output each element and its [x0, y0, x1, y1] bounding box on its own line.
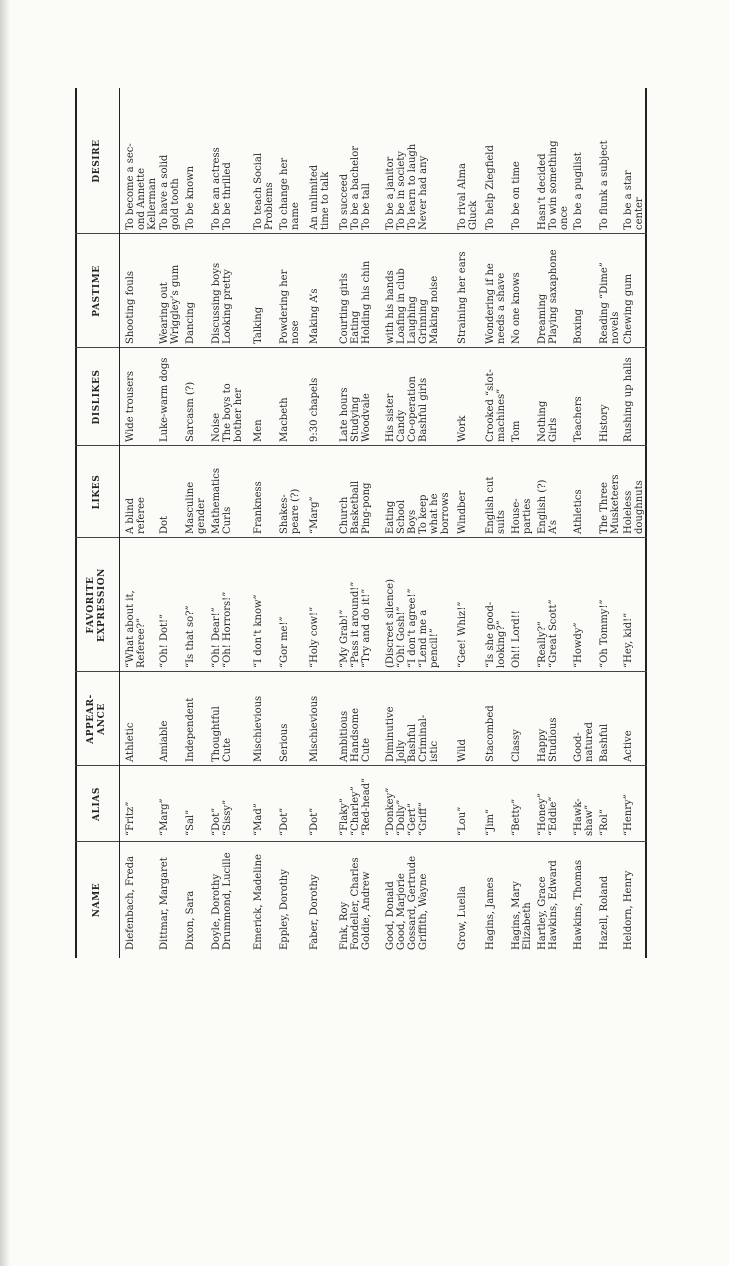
- expression-cell: “Holy cow!”: [309, 606, 320, 668]
- alias-cell: “Dot”: [279, 807, 290, 836]
- expression-cell: (Discreet silence) “Oh! Gosh!” “I don’t agree!” “Lend me a pencil!”: [385, 579, 440, 668]
- name-cell: Diefenbach, Freda: [125, 856, 136, 950]
- alias-cell: “Hawk- shaw”: [573, 798, 595, 836]
- desire-cell: To help Ziegfield: [485, 145, 496, 230]
- likes-cell: English (?) A’s: [537, 479, 559, 534]
- name-cell: Eppley, Dorothy: [279, 869, 290, 950]
- likes-cell: Dot: [159, 515, 170, 534]
- name-cell: Hawkins, Thomas: [573, 859, 584, 950]
- likes-cell: Church Basketball Ping-pong: [339, 480, 372, 534]
- name-cell: Dittmar, Margaret: [159, 857, 170, 950]
- expression-cell: “I don’t know”: [253, 594, 264, 668]
- alias-cell: “Betty”: [511, 798, 522, 836]
- appearance-cell: Bashful: [599, 723, 610, 762]
- dislikes-cell: Sarcasm (?): [185, 381, 196, 442]
- expression-cell: Oh!! Lord!!: [511, 610, 522, 668]
- likes-cell: Masculine gender: [185, 481, 207, 534]
- name-cell: Heldorn, Henry: [623, 870, 634, 950]
- name-cell: Good, Donald Good, Marjorie Gossard, Gertrude Griffith, Wayne: [385, 855, 429, 950]
- name-cell: Hagins, Mary Elizabeth: [511, 881, 533, 950]
- likes-cell: A blind referee: [125, 497, 147, 534]
- alias-cell: “Lou”: [457, 806, 468, 836]
- desire-cell: Hasn’t decided To win something once: [537, 140, 570, 230]
- appearance-cell: Stacombed: [485, 705, 496, 762]
- header-appearance: APPEAR- ANCE: [86, 694, 107, 744]
- likes-cell: Athletics: [573, 489, 584, 534]
- appearance-cell: Classy: [511, 729, 522, 762]
- pastime-cell: Dancing: [185, 301, 196, 344]
- alias-cell: “Marg”: [159, 798, 170, 836]
- dislikes-cell: His sister Candy Co-operation Bashful girls: [385, 376, 429, 442]
- dislikes-cell: Men: [253, 419, 264, 442]
- name-cell: Faber, Dorothy: [309, 874, 320, 950]
- alias-cell: “Honey” “Eddie”: [537, 793, 559, 836]
- pastime-cell: Chewing gum: [623, 273, 634, 344]
- pastime-cell: Powdering her nose: [279, 269, 301, 344]
- desire-cell: To be known: [185, 165, 196, 230]
- dislikes-cell: Work: [457, 415, 468, 442]
- alias-cell: “Dot” “Sissy”: [211, 799, 233, 836]
- pastime-cell: Courting girls Eating Holding his chin: [339, 260, 372, 344]
- alias-cell: “Sal”: [185, 809, 196, 836]
- expression-cell: “Really?” “Great Scott”: [537, 599, 559, 668]
- pastime-cell: No one knows: [511, 272, 522, 344]
- pastime-cell: Dreaming Playing saxaphone: [537, 249, 559, 344]
- appearance-cell: Independent: [185, 697, 196, 762]
- likes-cell: Mathematics Curls: [211, 468, 233, 534]
- alias-cell: “Henry”: [623, 794, 634, 836]
- header-pastime: PASTIME: [91, 265, 102, 317]
- header-likes: LIKES: [91, 474, 102, 510]
- alias-cell: “Flaky” “Charley” “Red-head”: [339, 777, 372, 836]
- yearbook-page: [75, 88, 647, 958]
- dislikes-cell: Crooked “slot- machines”: [485, 369, 507, 442]
- dislikes-cell: History: [599, 404, 610, 442]
- expression-cell: “Is she good- looking?”: [485, 601, 507, 668]
- likes-cell: “Marg”: [309, 496, 320, 534]
- likes-cell: Shakes- peare (?): [279, 488, 301, 534]
- expression-cell: “Hey, kid!”: [623, 612, 634, 668]
- likes-cell: English cut suits: [485, 476, 507, 534]
- column-divider: [75, 445, 647, 446]
- pastime-cell: Reading “Dime” novels: [599, 262, 621, 344]
- pastime-cell: Making A’s: [309, 288, 320, 344]
- alias-cell: “Fritz”: [125, 801, 136, 836]
- appearance-cell: Mischievious: [253, 695, 264, 762]
- header-desire: DESIRE: [91, 139, 102, 183]
- name-cell: Hazell, Roland: [599, 875, 610, 950]
- desire-cell: To be a janitor To be in society To learn to laugh Never had any: [385, 143, 429, 230]
- header-rule: [119, 88, 120, 958]
- header-name: NAME: [91, 882, 102, 918]
- appearance-cell: Serious: [279, 723, 290, 762]
- name-cell: Doyle, Dorothy Drummond, Lucille: [211, 852, 233, 950]
- desire-cell: To teach Social Problems: [253, 152, 275, 230]
- dislikes-cell: 9:30 chapels: [309, 377, 320, 442]
- desire-cell: To rival Alma Gluck: [457, 163, 479, 230]
- header-dislikes: DISLIKES: [91, 369, 102, 425]
- column-divider: [75, 765, 647, 766]
- column-divider: [75, 347, 647, 348]
- name-cell: Fink, Roy Fondeller, Charles Goldie, Andrew: [339, 857, 372, 950]
- page-binding-shadow: [0, 0, 10, 1266]
- expression-cell: “My Grab!” “Pass it around!” “Try and do it!”: [339, 581, 372, 668]
- pastime-cell: Wondering if he needs a shave: [485, 263, 507, 344]
- desire-cell: To flunk a subject: [599, 140, 610, 230]
- dislikes-cell: Wide trousers: [125, 370, 136, 442]
- alias-cell: “Jim”: [485, 808, 496, 836]
- likes-cell: Eating School Boys To keep what he borrows: [385, 492, 451, 534]
- desire-cell: To have a solid gold tooth: [159, 154, 181, 230]
- alias-cell: “Dot”: [309, 807, 320, 836]
- appearance-cell: Happy Studious: [537, 717, 559, 762]
- desire-cell: To be on time: [511, 161, 522, 230]
- desire-cell: To change her name: [279, 157, 301, 230]
- appearance-cell: Amiable: [159, 720, 170, 762]
- dislikes-cell: Macbeth: [279, 397, 290, 442]
- senior-characteristics-table: [75, 88, 647, 958]
- likes-cell: Holeless doughnuts: [623, 480, 645, 534]
- appearance-cell: Mischievious: [309, 695, 320, 762]
- likes-cell: Frankness: [253, 481, 264, 534]
- dislikes-cell: Nothing Girls: [537, 400, 559, 442]
- table-bottom-rule: [645, 88, 647, 958]
- column-divider: [75, 537, 647, 538]
- name-cell: Hagins, James: [485, 877, 496, 950]
- expression-cell: “Howdy”: [573, 622, 584, 668]
- pastime-cell: Shooting fouls: [125, 270, 136, 344]
- expression-cell: “Oh! Dot!”: [159, 613, 170, 668]
- likes-cell: Windber: [457, 490, 468, 534]
- dislikes-cell: Teachers: [573, 396, 584, 442]
- appearance-cell: Ambitious Handsome Cute: [339, 707, 372, 762]
- expression-cell: “Oh! Dear!” “Oh! Horrors!”: [211, 591, 233, 668]
- column-divider: [75, 233, 647, 234]
- expression-cell: “Gee! Whiz!”: [457, 601, 468, 668]
- likes-cell: House- parties: [511, 498, 533, 534]
- name-cell: Hartley, Grace Hawkins, Edward: [537, 860, 559, 950]
- header-alias: ALIAS: [91, 787, 102, 822]
- dislikes-cell: Tom: [511, 420, 522, 442]
- desire-cell: An unlimited time to talk: [309, 164, 331, 230]
- dislikes-cell: Late hours Studying Woodvale: [339, 387, 372, 442]
- dislikes-cell: Noise The boys to bother her: [211, 383, 244, 442]
- alias-cell: “Donkey” “Dolly” “Gert” “Griff”: [385, 787, 429, 836]
- expression-cell: “Gor me!”: [279, 616, 290, 668]
- expression-cell: “Oh Tommy!”: [599, 599, 610, 668]
- alias-cell: “Rol”: [599, 809, 610, 836]
- name-cell: Emerick, Madeline: [253, 854, 264, 950]
- appearance-cell: Athletic: [125, 722, 136, 762]
- dislikes-cell: Rushing up halls: [623, 357, 634, 442]
- desire-cell: To be an actress To be thrilled: [211, 147, 233, 230]
- appearance-cell: Thoughtful Cute: [211, 706, 233, 762]
- appearance-cell: Good- natured: [573, 722, 595, 762]
- pastime-cell: with his hands Loafing in club Laughing Grinning Making noise: [385, 268, 440, 344]
- appearance-cell: Active: [623, 730, 634, 762]
- pastime-cell: Talking: [253, 306, 264, 344]
- dislikes-cell: Luke-warm dogs: [159, 357, 170, 442]
- column-divider: [75, 671, 647, 672]
- alias-cell: “Mad”: [253, 803, 264, 836]
- appearance-cell: Wild: [457, 739, 468, 762]
- desire-cell: To become a sec- ond Annette Kellerman: [125, 143, 158, 230]
- pastime-cell: Straining her ears: [457, 251, 468, 344]
- expression-cell: “What about it, Referee?”: [125, 590, 147, 668]
- appearance-cell: Diminutive Jolly Bashful Criminal- istic: [385, 706, 440, 762]
- desire-cell: To be a star center: [623, 170, 645, 230]
- header-favorite-expression: FAVORITE EXPRESSION: [86, 567, 107, 643]
- likes-cell: The Three Musketeers: [599, 474, 621, 534]
- name-cell: Dixon, Sara: [185, 890, 196, 950]
- desire-cell: To succeed To be a bachelor To be tall: [339, 145, 372, 230]
- expression-cell: “Is that so?”: [185, 605, 196, 668]
- pastime-cell: Wearing out Wriggley’s gum: [159, 264, 181, 344]
- pastime-cell: Discussing boys Looking pretty: [211, 262, 233, 344]
- desire-cell: To be a pugilist: [573, 152, 584, 230]
- name-cell: Grow, Luella: [457, 886, 468, 950]
- pastime-cell: Boxing: [573, 308, 584, 344]
